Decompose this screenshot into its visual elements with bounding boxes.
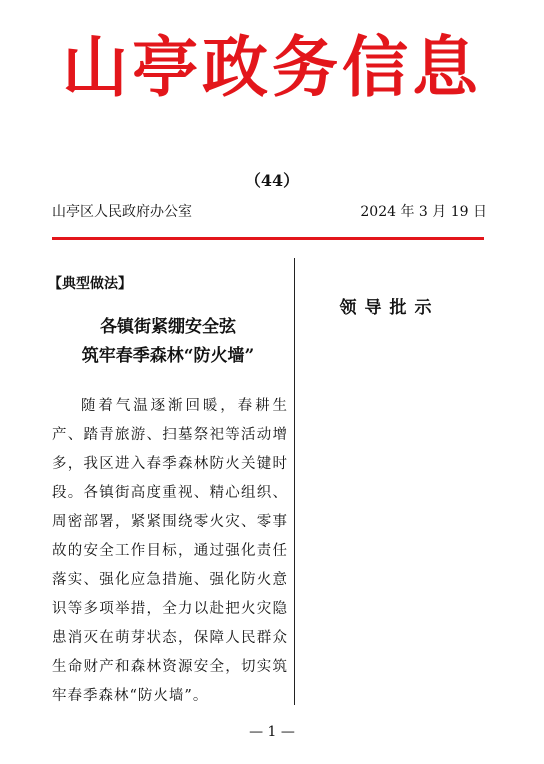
masthead-divider	[52, 237, 484, 240]
leader-instructions-heading: 领导批示	[339, 298, 440, 318]
article-title-line-1: 各镇街紧绷安全弦	[100, 317, 236, 337]
publisher: 山亭区人民政府办公室	[52, 204, 192, 220]
issue-number: （44）	[244, 171, 300, 190]
publish-date: 2024 年 3 月 19 日	[360, 204, 487, 220]
article-title-line-2: 筑牢春季森林“防火墙”	[81, 346, 255, 366]
page-number: — 1 —	[249, 724, 295, 740]
article-body: 随着气温逐渐回暖，春耕生产、踏青旅游、扫墓祭祀等活动增多，我区进入春季森林防火关键时段。各镇街高度重视、精心组织、周密部署，紧紧围绕零火灾、零事故的安全工作目标，通过强化责任落实、强化应急措施、强化防火意识等多项举措，全力以赴把火灾隐患消灭在萌芽状态，保障人民群众生命财产和森林资源安全，切实筑牢春季森林“防火墙”。	[52, 398, 288, 704]
masthead-title: 山亭政务信息	[62, 28, 482, 106]
column-divider	[294, 258, 295, 705]
section-tag: 【典型做法】	[48, 276, 132, 292]
article-title	[52, 313, 284, 371]
